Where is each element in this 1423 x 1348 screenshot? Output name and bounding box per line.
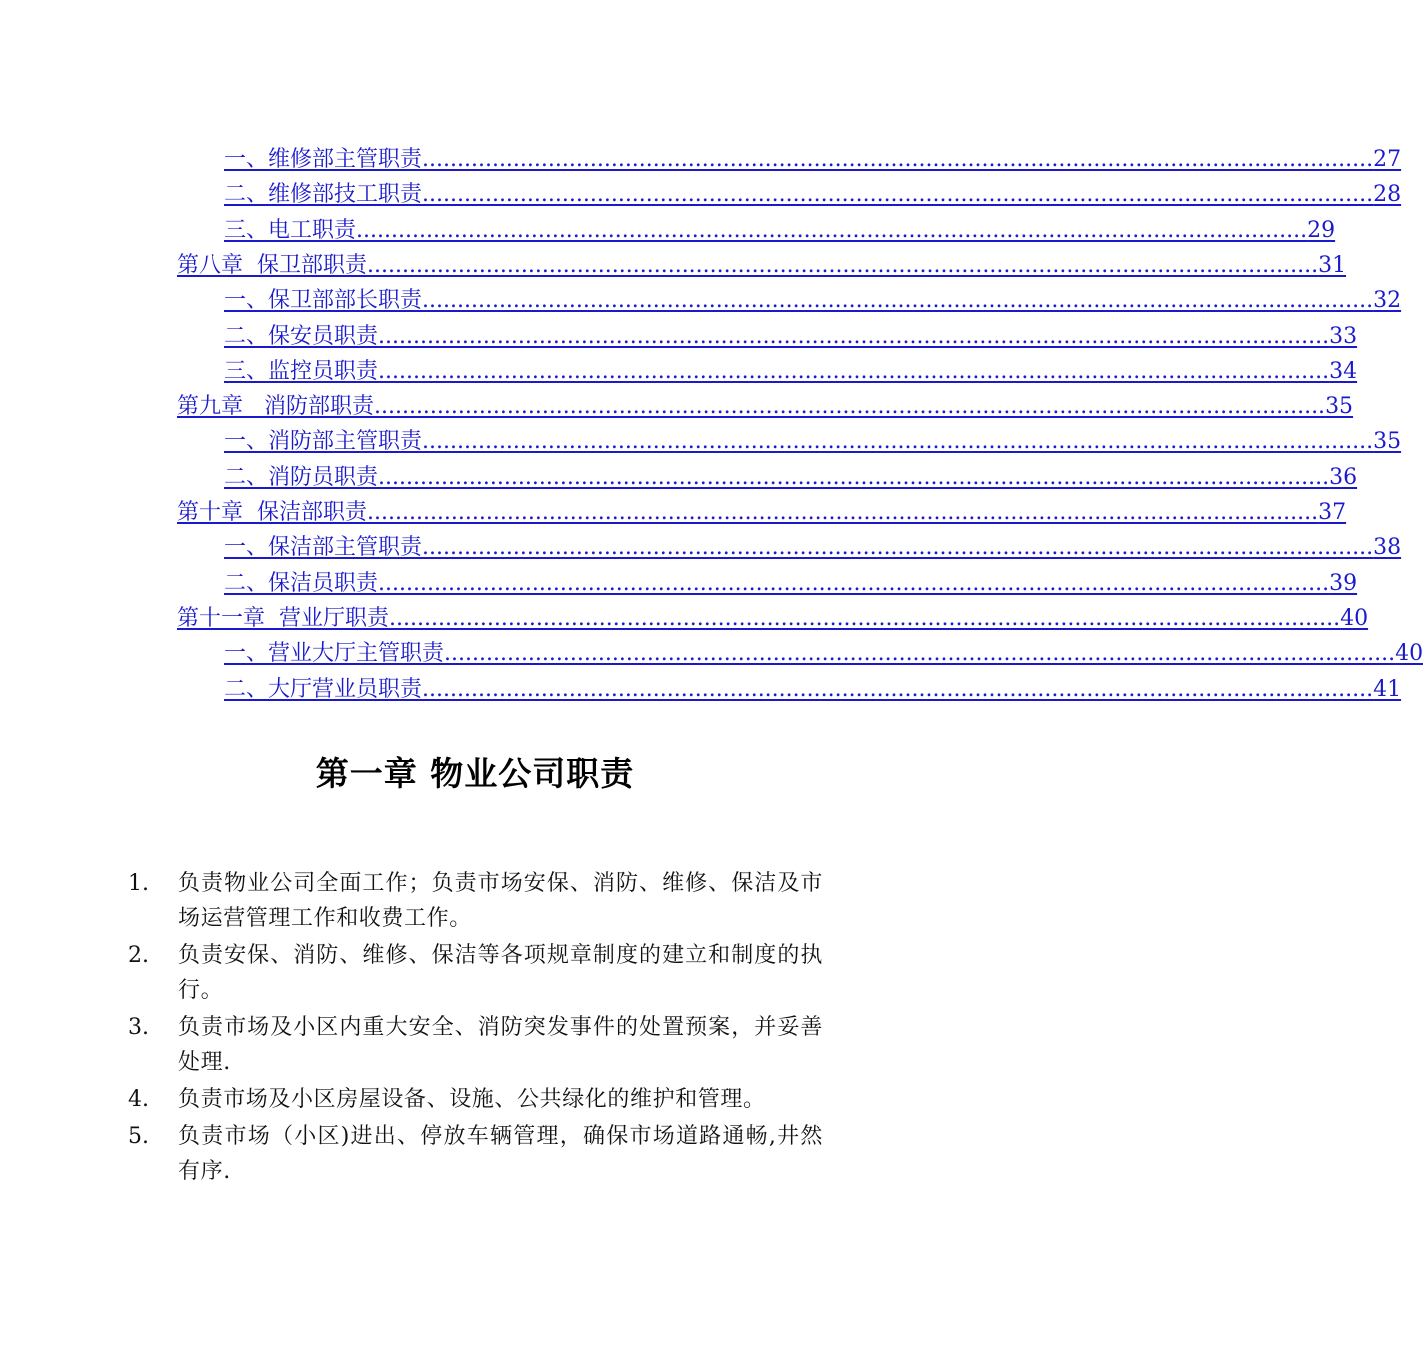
toc-entry-label: 三、电工职责 [224,217,357,243]
toc-entry-label: 第十一章 营业厅职责 [177,605,389,631]
list-item [128,1119,823,1189]
toc-entry-page: 39 [1329,570,1358,596]
toc-entry-maintenance-supervisor[interactable] [224,143,1402,177]
toc-entry-label: 二、大厅营业员职责 [224,676,423,702]
toc-entry-label: 一、营业大厅主管职责 [224,641,445,667]
toc-entry-page: 40 [1340,605,1369,631]
list-item-text: 负责市场及小区房屋设备、设施、公共绿化的维护和管理。 [178,1087,766,1112]
toc-entry-label: 三、监控员职责 [224,358,379,384]
toc-entry-page: 32 [1373,288,1402,314]
list-item [128,866,823,936]
toc-entry-label: 一、维修部主管职责 [224,147,423,172]
toc-entry-label: 一、消防部主管职责 [224,429,423,455]
toc-dot-leader: ........................................................................................................................................ [422,288,1374,314]
toc-entry-page: 40 [1395,641,1423,667]
toc-entry-page: 37 [1318,500,1347,525]
toc-entry-firefighter[interactable] [224,461,1358,495]
toc-entry-hall-clerk[interactable] [224,673,1402,707]
toc-entry-page: 41 [1373,676,1402,702]
toc-entry-page: 31 [1318,252,1347,278]
toc-dot-leader: ........................................................................................................................................ [422,429,1374,455]
toc-entry-page: 33 [1329,323,1358,349]
toc-entry-label: 一、保洁部主管职责 [224,535,423,561]
toc-entry-label: 二、保洁员职责 [224,570,379,596]
toc-entry-page: 27 [1373,147,1402,172]
list-item-number: 4. [128,1087,149,1112]
toc-entry-page: 28 [1373,182,1402,208]
toc-dot-leader: ........................................................................................................................................ [356,217,1308,243]
toc-entry-guard[interactable] [224,320,1358,354]
list-item-text: 负责安保、消防、维修、保洁等各项规章制度的建立和制度的执行。 [178,943,823,1003]
toc-entry-cleaner[interactable] [224,567,1358,601]
toc-entry-cleaning-supervisor[interactable] [224,531,1402,565]
toc-dot-leader: ........................................................................................................................................ [378,323,1330,349]
toc-dot-leader: ........................................................................................................................................ [367,500,1319,525]
toc-entry-security-head[interactable] [224,284,1402,318]
list-item-number: 2. [128,943,149,968]
toc-entry-label: 第八章 保卫部职责 [177,252,367,278]
toc-chapter-9[interactable] [177,390,1354,424]
toc-dot-leader: ........................................................................................................................................ [367,252,1319,278]
toc-entry-page: 34 [1329,358,1358,384]
toc-entry-fire-supervisor[interactable] [224,425,1402,459]
list-item-text: 负责市场（小区)进出、停放车辆管理，确保市场道路通畅,井然有序. [178,1124,823,1184]
list-item-number: 1. [128,871,149,896]
toc-entry-label: 第九章 消防部职责 [177,394,374,420]
list-item-number: 3. [128,1015,149,1040]
toc-chapter-8[interactable] [177,249,1347,283]
list-item-text: 负责市场及小区内重大安全、消防突发事件的处置预案，并妥善处理. [178,1015,823,1075]
toc-entry-page: 38 [1373,535,1402,561]
list-item-number: 5. [128,1124,149,1149]
duties-list [128,866,823,1191]
toc-entry-hall-supervisor[interactable] [224,637,1423,671]
toc-entry-page: 36 [1329,464,1358,490]
toc-dot-leader: ........................................................................................................................................ [422,535,1374,561]
toc-entry-maintenance-technician[interactable] [224,178,1402,212]
toc-dot-leader: ........................................................................................................................................ [373,394,1326,420]
toc-dot-leader: ........................................................................................................................................ [389,605,1341,631]
toc-dot-leader: ........................................................................................................................................ [422,182,1374,208]
toc-chapter-11[interactable] [177,602,1369,636]
toc-entry-label: 一、保卫部部长职责 [224,288,423,314]
toc-dot-leader: ........................................................................................................................................ [422,147,1374,172]
list-item-text: 负责物业公司全面工作；负责市场安保、消防、维修、保洁及市场运营管理工作和收费工作。 [178,871,823,931]
list-item [128,1082,823,1117]
toc-entry-page: 29 [1307,217,1336,243]
toc-entry-label: 二、消防员职责 [224,464,379,490]
toc-entry-monitor[interactable] [224,355,1358,389]
toc-dot-leader: ........................................................................................................................................ [378,358,1330,384]
toc-entry-label: 二、维修部技工职责 [224,182,423,208]
toc-entry-page: 35 [1325,394,1354,420]
toc-dot-leader: ........................................................................................................................................ [422,676,1374,702]
list-item [128,1010,823,1080]
toc-entry-label: 二、保安员职责 [224,323,379,349]
list-item [128,938,823,1008]
toc-dot-leader: ........................................................................................................................................ [444,641,1396,667]
toc-dot-leader: ........................................................................................................................................ [378,570,1330,596]
toc-entry-page: 35 [1373,429,1402,455]
chapter-title: 第一章 物业公司职责 [315,754,635,793]
toc-dot-leader: ........................................................................................................................................ [378,464,1330,490]
toc-chapter-10[interactable] [177,496,1347,530]
toc-entry-electrician[interactable] [224,214,1336,248]
toc-entry-label: 第十章 保洁部职责 [177,500,367,525]
